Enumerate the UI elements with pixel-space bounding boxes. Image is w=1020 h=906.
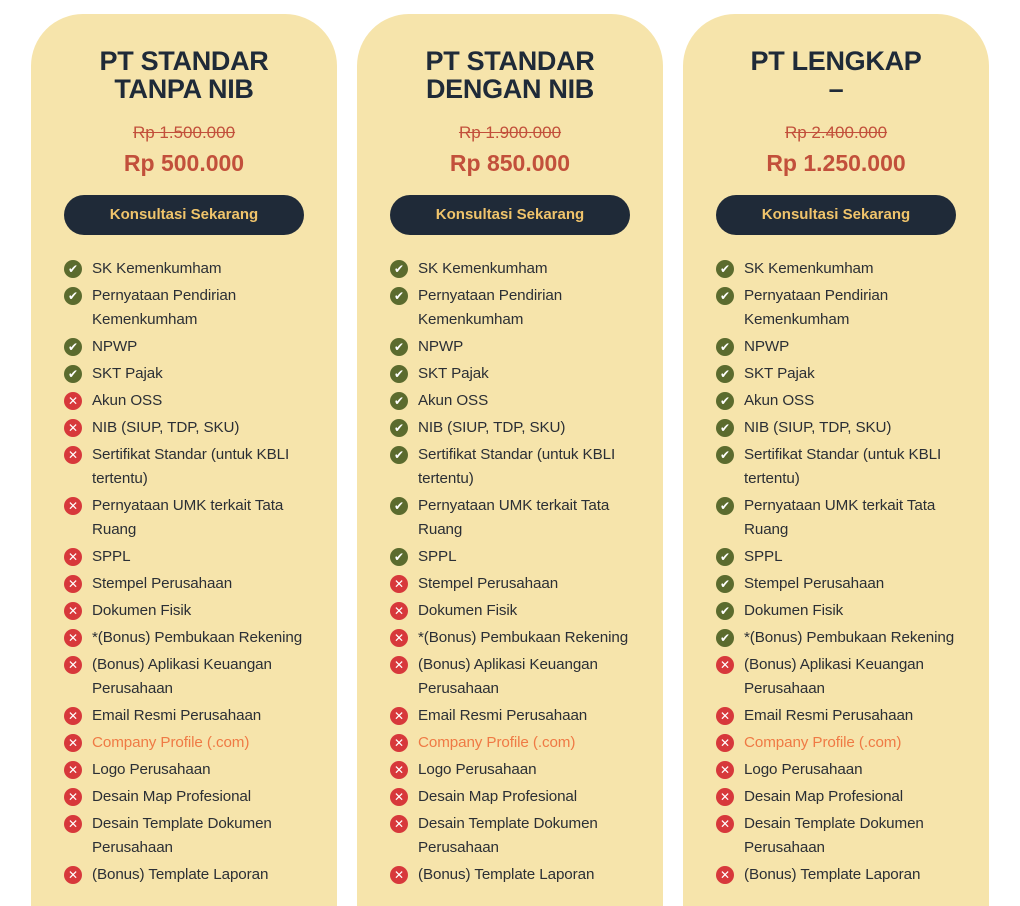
- consult-now-button[interactable]: Konsultasi Sekarang: [716, 195, 956, 235]
- feature-item: [390, 758, 640, 782]
- feature-item: [390, 284, 640, 332]
- feature-item: [64, 545, 314, 569]
- check-circle-icon: ✔: [390, 365, 408, 383]
- feature-list: [716, 257, 966, 887]
- x-circle-icon: ✕: [64, 734, 82, 752]
- feature-item: [390, 785, 640, 809]
- x-circle-icon: ✕: [390, 761, 408, 779]
- x-circle-icon: ✕: [390, 788, 408, 806]
- consult-now-button[interactable]: Konsultasi Sekarang: [64, 195, 304, 235]
- x-circle-icon: ✕: [716, 707, 734, 725]
- feature-item: [64, 494, 314, 542]
- feature-label: SK Kemenkumham: [744, 260, 874, 277]
- feature-label: *(Bonus) Pembukaan Rekening: [92, 629, 303, 646]
- feature-item: [716, 812, 966, 860]
- feature-label: Stempel Perusahaan: [92, 575, 233, 592]
- feature-label: Desain Map Profesional: [92, 788, 252, 805]
- feature-item: [390, 599, 640, 623]
- feature-label: Email Resmi Perusahaan: [418, 707, 588, 724]
- feature-label: Logo Perusahaan: [418, 761, 537, 778]
- feature-item: [64, 704, 314, 728]
- x-circle-icon: ✕: [390, 734, 408, 752]
- check-circle-icon: ✔: [716, 392, 734, 410]
- new-price: Rp 850.000: [449, 150, 571, 176]
- feature-item: [716, 572, 966, 596]
- old-price: Rp 2.400.000: [784, 123, 888, 142]
- feature-item: [64, 812, 314, 860]
- feature-item: [390, 812, 640, 860]
- feature-link[interactable]: Company Profile (.com): [418, 734, 576, 751]
- feature-item: [716, 626, 966, 650]
- check-circle-icon: ✔: [390, 392, 408, 410]
- feature-item: [716, 494, 966, 542]
- x-circle-icon: ✕: [64, 392, 82, 410]
- feature-label: NIB (SIUP, TDP, SKU): [744, 419, 892, 436]
- x-circle-icon: ✕: [64, 629, 82, 647]
- feature-item: [716, 545, 966, 569]
- feature-item: [716, 284, 966, 332]
- feature-label: SKT Pajak: [418, 365, 489, 382]
- feature-label: Sertifikat Standar (untuk KBLI tertentu): [418, 446, 616, 487]
- x-circle-icon: ✕: [390, 575, 408, 593]
- pricing-card-pt-lengkap: [683, 14, 989, 906]
- feature-item: [64, 572, 314, 596]
- new-price: Rp 500.000: [123, 150, 245, 176]
- pricing-card-pt-standar-dengan-nib: [357, 14, 663, 906]
- x-circle-icon: ✕: [64, 446, 82, 464]
- check-circle-icon: ✔: [716, 548, 734, 566]
- check-circle-icon: ✔: [390, 338, 408, 356]
- feature-label: SK Kemenkumham: [92, 260, 222, 277]
- feature-label: NPWP: [744, 338, 790, 355]
- feature-item: [716, 362, 966, 386]
- feature-item: [390, 494, 640, 542]
- feature-item: [716, 389, 966, 413]
- feature-item: [64, 335, 314, 359]
- old-price: Rp 1.900.000: [458, 123, 562, 142]
- feature-item: [64, 389, 314, 413]
- feature-label: (Bonus) Template Laporan: [418, 866, 595, 883]
- x-circle-icon: ✕: [716, 734, 734, 752]
- feature-item: [390, 335, 640, 359]
- feature-label: Dokumen Fisik: [92, 602, 192, 619]
- x-circle-icon: ✕: [716, 761, 734, 779]
- feature-list: [64, 257, 314, 887]
- check-circle-icon: ✔: [716, 446, 734, 464]
- card-title: PT STANDAR DENGAN NIB: [425, 46, 595, 104]
- check-circle-icon: ✔: [716, 260, 734, 278]
- feature-label: Akun OSS: [744, 392, 815, 409]
- check-circle-icon: ✔: [390, 548, 408, 566]
- card-title: PT LENGKAP –: [750, 46, 922, 104]
- check-circle-icon: ✔: [716, 602, 734, 620]
- feature-label: Pernyataan Pendirian Kemenkumham: [744, 287, 889, 328]
- feature-label: (Bonus) Aplikasi Keuangan Perusahaan: [92, 656, 272, 697]
- x-circle-icon: ✕: [64, 761, 82, 779]
- feature-label: Sertifikat Standar (untuk KBLI tertentu): [92, 446, 290, 487]
- feature-label: Desain Template Dokumen Perusahaan: [418, 815, 598, 856]
- feature-item: [390, 653, 640, 701]
- old-price: Rp 1.500.000: [132, 123, 236, 142]
- feature-label: SPPL: [418, 548, 457, 565]
- x-circle-icon: ✕: [716, 656, 734, 674]
- feature-item: [64, 626, 314, 650]
- consult-now-button[interactable]: Konsultasi Sekarang: [390, 195, 630, 235]
- feature-item: [716, 599, 966, 623]
- feature-label: Desain Template Dokumen Perusahaan: [744, 815, 924, 856]
- feature-label: Email Resmi Perusahaan: [744, 707, 914, 724]
- x-circle-icon: ✕: [390, 602, 408, 620]
- feature-label: Stempel Perusahaan: [418, 575, 559, 592]
- feature-label: Pernyataan UMK terkait Tata Ruang: [744, 497, 936, 538]
- feature-item: [390, 389, 640, 413]
- feature-item: [716, 704, 966, 728]
- feature-label: Desain Map Profesional: [418, 788, 578, 805]
- feature-link[interactable]: Company Profile (.com): [744, 734, 902, 751]
- feature-item: [64, 653, 314, 701]
- feature-label: Email Resmi Perusahaan: [92, 707, 262, 724]
- feature-item: [390, 572, 640, 596]
- feature-label: (Bonus) Template Laporan: [744, 866, 921, 883]
- check-circle-icon: ✔: [64, 338, 82, 356]
- feature-item: [390, 863, 640, 887]
- feature-label: SPPL: [92, 548, 131, 565]
- check-circle-icon: ✔: [390, 419, 408, 437]
- feature-item: [64, 731, 314, 755]
- x-circle-icon: ✕: [64, 497, 82, 515]
- feature-label: Sertifikat Standar (untuk KBLI tertentu): [744, 446, 942, 487]
- new-price: Rp 1.250.000: [766, 150, 906, 176]
- feature-item: [390, 731, 640, 755]
- feature-label: (Bonus) Aplikasi Keuangan Perusahaan: [418, 656, 598, 697]
- x-circle-icon: ✕: [64, 866, 82, 884]
- check-circle-icon: ✔: [716, 575, 734, 593]
- x-circle-icon: ✕: [716, 815, 734, 833]
- feature-label: Dokumen Fisik: [418, 602, 518, 619]
- feature-label: Stempel Perusahaan: [744, 575, 885, 592]
- x-circle-icon: ✕: [64, 815, 82, 833]
- feature-label: NIB (SIUP, TDP, SKU): [92, 419, 240, 436]
- feature-item: [716, 785, 966, 809]
- feature-item: [64, 863, 314, 887]
- pricing-card-pt-standar-tanpa-nib: [31, 14, 337, 906]
- feature-item: [64, 362, 314, 386]
- check-circle-icon: ✔: [716, 338, 734, 356]
- feature-label: (Bonus) Aplikasi Keuangan Perusahaan: [744, 656, 924, 697]
- x-circle-icon: ✕: [64, 656, 82, 674]
- check-circle-icon: ✔: [64, 287, 82, 305]
- feature-label: Akun OSS: [418, 392, 489, 409]
- feature-link[interactable]: Company Profile (.com): [92, 734, 250, 751]
- feature-label: NPWP: [92, 338, 138, 355]
- feature-item: [390, 443, 640, 491]
- x-circle-icon: ✕: [716, 788, 734, 806]
- check-circle-icon: ✔: [716, 497, 734, 515]
- feature-label: Desain Map Profesional: [744, 788, 904, 805]
- x-circle-icon: ✕: [716, 866, 734, 884]
- feature-item: [390, 704, 640, 728]
- feature-item: [716, 653, 966, 701]
- feature-item: [64, 758, 314, 782]
- check-circle-icon: ✔: [64, 260, 82, 278]
- feature-label: Pernyataan UMK terkait Tata Ruang: [92, 497, 284, 538]
- check-circle-icon: ✔: [716, 419, 734, 437]
- feature-item: [390, 545, 640, 569]
- feature-item: [716, 758, 966, 782]
- x-circle-icon: ✕: [64, 548, 82, 566]
- feature-item: [64, 443, 314, 491]
- x-circle-icon: ✕: [64, 602, 82, 620]
- feature-item: [390, 257, 640, 281]
- x-circle-icon: ✕: [64, 788, 82, 806]
- feature-item: [64, 284, 314, 332]
- feature-item: [716, 257, 966, 281]
- feature-label: SKT Pajak: [92, 365, 163, 382]
- feature-item: [716, 863, 966, 887]
- feature-label: *(Bonus) Pembukaan Rekening: [744, 629, 955, 646]
- feature-label: (Bonus) Template Laporan: [92, 866, 269, 883]
- check-circle-icon: ✔: [390, 446, 408, 464]
- feature-item: [716, 416, 966, 440]
- feature-label: *(Bonus) Pembukaan Rekening: [418, 629, 629, 646]
- x-circle-icon: ✕: [64, 575, 82, 593]
- feature-item: [64, 785, 314, 809]
- x-circle-icon: ✕: [390, 629, 408, 647]
- feature-item: [390, 626, 640, 650]
- check-circle-icon: ✔: [716, 287, 734, 305]
- check-circle-icon: ✔: [64, 365, 82, 383]
- feature-label: Logo Perusahaan: [744, 761, 863, 778]
- feature-item: [390, 362, 640, 386]
- check-circle-icon: ✔: [716, 629, 734, 647]
- feature-label: NIB (SIUP, TDP, SKU): [418, 419, 566, 436]
- feature-label: Pernyataan Pendirian Kemenkumham: [418, 287, 563, 328]
- x-circle-icon: ✕: [390, 707, 408, 725]
- check-circle-icon: ✔: [390, 260, 408, 278]
- feature-item: [716, 335, 966, 359]
- feature-label: Logo Perusahaan: [92, 761, 211, 778]
- check-circle-icon: ✔: [390, 497, 408, 515]
- feature-list: [390, 257, 640, 887]
- feature-label: SK Kemenkumham: [418, 260, 548, 277]
- feature-item: [390, 416, 640, 440]
- x-circle-icon: ✕: [64, 707, 82, 725]
- x-circle-icon: ✕: [390, 815, 408, 833]
- feature-item: [716, 443, 966, 491]
- x-circle-icon: ✕: [64, 419, 82, 437]
- check-circle-icon: ✔: [716, 365, 734, 383]
- x-circle-icon: ✕: [390, 866, 408, 884]
- feature-label: NPWP: [418, 338, 464, 355]
- card-title: PT STANDAR TANPA NIB: [99, 46, 269, 104]
- feature-label: Akun OSS: [92, 392, 163, 409]
- feature-label: SPPL: [744, 548, 783, 565]
- x-circle-icon: ✕: [390, 656, 408, 674]
- feature-label: Desain Template Dokumen Perusahaan: [92, 815, 272, 856]
- feature-label: SKT Pajak: [744, 365, 815, 382]
- feature-item: [64, 416, 314, 440]
- feature-label: Pernyataan Pendirian Kemenkumham: [92, 287, 237, 328]
- feature-label: Dokumen Fisik: [744, 602, 844, 619]
- feature-label: Pernyataan UMK terkait Tata Ruang: [418, 497, 610, 538]
- feature-item: [716, 731, 966, 755]
- feature-item: [64, 599, 314, 623]
- feature-item: [64, 257, 314, 281]
- check-circle-icon: ✔: [390, 287, 408, 305]
